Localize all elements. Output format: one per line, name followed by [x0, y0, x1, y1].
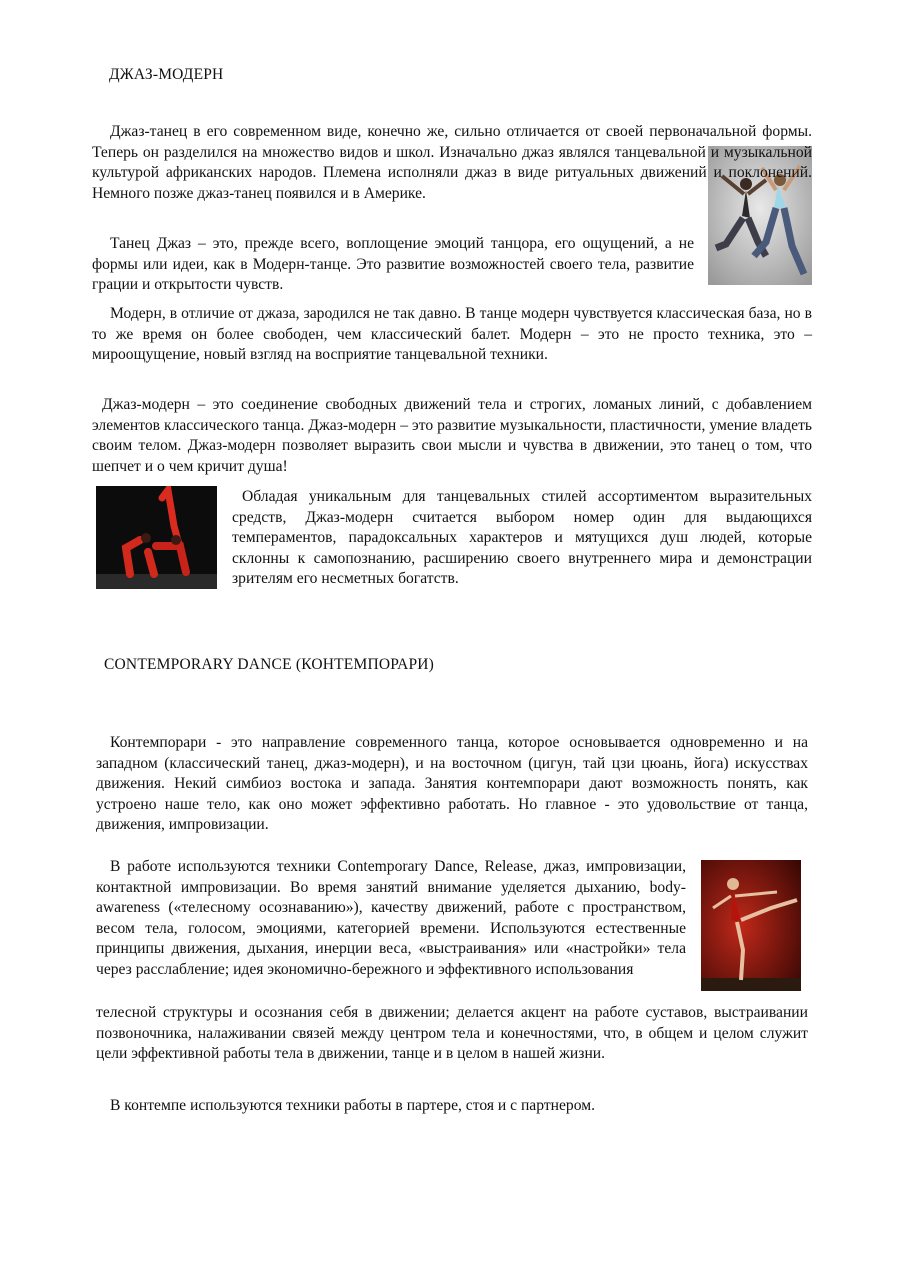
- paragraph-contemporary-partner: В контемпе используются техники работы в партере, стоя и с партнером.: [110, 1097, 595, 1114]
- section-title-contemporary: CONTEMPORARY DANCE (КОНТЕМПОРАРИ): [104, 656, 435, 673]
- paragraph-jazz-modern-definition: Джаз-модерн – это соединение свободных движений тела и строгих, ломаных линий, с добавлением элементов классического танца. Джаз-модерн – это развитие музыкальности, пластичности, умение владеть своим телом. Джаз-модерн позволяет выразить свои мысли и чувства в движении, это танец о том, что шепчет и о чем кричит душа!: [92, 396, 812, 475]
- red-dancers-image: [96, 486, 217, 589]
- paragraph-contemporary-definition: Контемпорари - это направление современного танца, которое основывается одновременно и на западном (классический танец, джаз-модерн), и на восточном (цигун, тай цзи цюань, йога) искусствах движения. Некий симбиоз востока и запада. Занятия контемпорари дают возможность понять, как устроено наше тело, как оно может эффективно работать. Но главное - это удовольствие от танца, движения, импровизации.: [96, 734, 808, 834]
- paragraph-jazz-modern-choice: Обладая уникальным для танцевальных стилей ассортиментом выразительных средств, Джаз-модерн считается выбором номер один для выдающихся темпераментов, парадоксальных характеров и мятущихся душ людей, которые склонны к самопознанию, расширению своего внутреннего мира и демонстрации зрителям его несметных богатств.: [232, 488, 812, 588]
- paragraph-modern: Модерн, в отличие от джаза, зародился не так давно. В танце модерн чувствуется классическая база, но в то же время он более свободен, чем классический балет. Модерн – это не просто техника, это – мироощущение, новый взгляд на восприятие танцевальной техники.: [92, 305, 812, 364]
- section-title-jazz-modern: ДЖАЗ-МОДЕРН: [109, 66, 224, 83]
- paragraph-jazz-emotions: Танец Джаз – это, прежде всего, воплощение эмоций танцора, его ощущений, а не формы или идеи, как в Модерн-танце. Это развитие возможностей своего тела, развитие грации и открытости чувств.: [92, 235, 694, 294]
- paragraph-contemporary-techniques: В работе используются техники Contemporary Dance, Release, джаз, импровизации, контактной импровизации. Во время занятий внимание уделяется дыханию, body-awareness («телесному осознаванию»), качеству движений, работе с пространством, весом тела, голосом, эмоциями, категорией времени. Используются естественные принципы движения, дыхания, инерции веса, «выстраивания» или «настройки» тела через расслабление; идея экономично-бережного и эффективного использования: [96, 858, 686, 978]
- paragraph-contemporary-techniques-continued: телесной структуры и осознания себя в движении; делается акцент на работе суставов, выстраивании позвоночника, налаживании связей между центром тела и конечностями, что, в общем и целом служит цели эффективной работы тела в движении, танце и в целом в нашей жизни.: [96, 1004, 808, 1063]
- paragraph-jazz-history: Джаз-танец в его современном виде, конечно же, сильно отличается от своей первоначальной формы. Теперь он разделился на множество видов и школ. Изначально джаз являлся танцевальной и музыкальной культурой африканских народов. Племена исполняли джаз в виде ритуальных движений и поклонений. Немного позже джаз-танец появился и в Америке.: [92, 123, 812, 202]
- solo-dancer-photo: [701, 860, 801, 991]
- red-dancers-photo: [96, 486, 217, 589]
- solo-dancer-image: [701, 860, 801, 991]
